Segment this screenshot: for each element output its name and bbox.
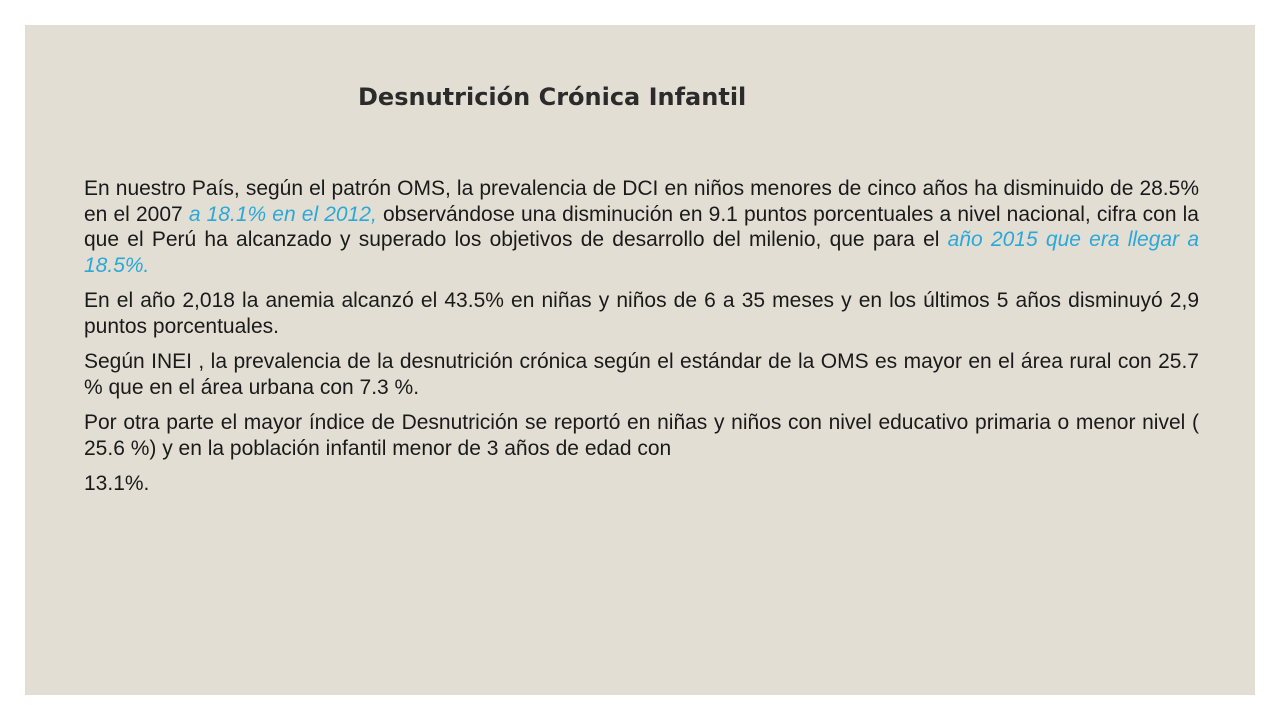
paragraph-inei: Según INEI , la prevalencia de la desnutrición crónica según el estándar de la OMS es mayor en el área rural con 25.7 % que en el área urbana con 7.3 %. <box>84 350 1199 399</box>
paragraph-education-tail: 13.1%. <box>84 472 150 495</box>
paragraph-dci-prevalence <box>84 176 1199 278</box>
highlight-text: año 2015 que era llegar a 18.5%. <box>84 228 1200 277</box>
slide-title: Desnutrición Crónica Infantil <box>358 83 747 111</box>
paragraph-text: En nuestro País, según el patrón OMS, la prevalencia de DCI en niños menores de cinco años ha disminuido de 28.5% en el 2007 <box>84 177 1199 226</box>
paragraph-education: Por otra parte el mayor índice de Desnutrición se reportó en niñas y niños con nivel educativo primaria o menor nivel ( 25.6 %) y en la población infantil menor de 3 años de edad con <box>84 411 1199 460</box>
paragraph-anemia: En el año 2,018 la anemia alcanzó el 43.5% en niñas y niños de 6 a 35 meses y en los últimos 5 años disminuyó 2,9 puntos porcentuales. <box>84 289 1199 338</box>
highlight-text: a 18.1% en el 2012, <box>188 202 377 226</box>
slide-body <box>84 176 1199 497</box>
paragraph-text: observándose una disminución en 9.1 puntos porcentuales a nivel nacional, cifra con la que el Perú ha alcanzado y superado los objetivos de desarrollo del milenio, que para el <box>84 202 1199 251</box>
slide <box>25 25 1255 695</box>
